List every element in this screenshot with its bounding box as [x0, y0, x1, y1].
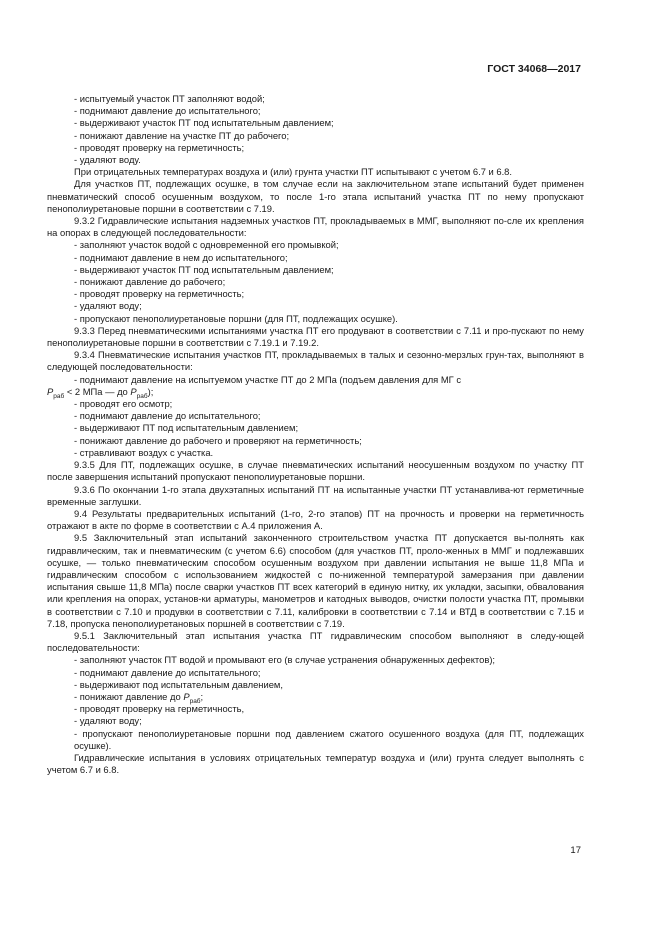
list-item: [47, 691, 584, 703]
list-item: - поднимают давление в нем до испытательного;: [74, 251, 288, 263]
list-item: - понижают давление до рабочего и проверяют на герметичность;: [74, 434, 362, 446]
clause-9-3-6: 9.3.6 По окончании 1-го этапа двухэтапных испытаний ПТ на испытанные участки ПТ устанавлива-ют герметичные временные заглушки.: [47, 483, 584, 507]
list-item: - проводят проверку на герметичность;: [74, 288, 245, 300]
list-item: - проводят его осмотр;: [74, 398, 173, 410]
p-subscript: раб: [136, 392, 148, 400]
document-body: [47, 93, 584, 776]
list-item: - поднимают давление до испытательного;: [74, 410, 261, 422]
p-symbol: P: [47, 385, 54, 397]
list-item: - выдерживают ПТ под испытательным давлением;: [74, 422, 299, 434]
p-subscript: раб: [53, 392, 65, 400]
clause-9-3-2: 9.3.2 Гидравлические испытания надземных участков ПТ, прокладываемых в ММГ, выполняют по-сле их крепления на опорах в следующей последовательности:: [47, 215, 584, 239]
p-symbol: P: [183, 690, 190, 702]
list-item: - выдерживают участок ПТ под испытательным давлением;: [74, 263, 334, 275]
list-item: - понижают давление до рабочего;: [74, 276, 226, 288]
p-subscript: раб: [189, 697, 201, 705]
clause-9-3-4: 9.3.4 Пневматические испытания участков ПТ, прокладываемых в талых и сезонно-мерзлых грун-тах, выполняют в следующей последовательности:: [47, 349, 584, 373]
clause-9-4: 9.4 Результаты предварительных испытаний (1-го, 2-го этапов) ПТ на прочность и проверки на герметичность отражают в акте по форме в соответствии с А.4 приложения А.: [47, 507, 584, 532]
list-item: - стравливают воздух с участка.: [74, 446, 214, 458]
list-item: - пропускают пенополиуретановые поршни (для ПТ, подлежащих осушке).: [74, 312, 398, 324]
list-item: - поднимают давление до испытательного;: [74, 666, 261, 678]
formula-text: < 2 МПа — до: [64, 385, 131, 397]
list-item: - удаляют воду.: [74, 154, 141, 166]
list-item: - поднимают давление на испытуемом участке ПТ до 2 МПа (подъем давления для МГ с: [74, 373, 462, 385]
clause-9-3-5: 9.3.5 Для ПТ, подлежащих осушке, в случае пневматических испытаний неосушенным воздухом по участку ПТ после завершения испытаний пропускают пенополиуретановые поршни.: [47, 459, 584, 483]
formula-text: );: [147, 385, 154, 397]
page-number: 17: [570, 845, 581, 856]
list-item: - поднимают давление до испытательного;: [74, 105, 261, 117]
paragraph: Для участков ПТ, подлежащих осушке, в том случае если на заключительном этапе испытаний будет применен пневматический способ осушенным воздухом, то после 1-го этапа испытаний участка ПТ по нему пропускают пенополиуретановые поршни в соответствии с 7.19.: [47, 178, 584, 214]
paragraph: При отрицательных температурах воздуха и (или) грунта участки ПТ испытывают с учетом 6.7 и 6.8.: [74, 166, 513, 178]
clause-9-3-3: 9.3.3 Перед пневматическими испытаниями участка ПТ его продувают в соответствии с 7.11 и про-пускают по нему пенополиуретановые поршни в соответствии с 7.19.1 и 7.19.2.: [47, 324, 584, 349]
list-item: - понижают давление на участке ПТ до рабочего;: [74, 129, 290, 141]
list-item: - пропускают пенополиуретановые поршни под давлением сжатого осушенного воздуха (для ПТ, подлежащих осушке).: [74, 727, 584, 751]
list-item: - удаляют воду;: [74, 715, 142, 727]
list-item: - испытуемый участок ПТ заполняют водой;: [74, 93, 265, 104]
clause-9-5-1: 9.5.1 Заключительный этап испытания участка ПТ гидравлическим способом выполняют в следу-ющей последовательности:: [47, 629, 584, 654]
list-item: - проводят проверку на герметичность,: [74, 703, 245, 715]
formula-line: [47, 386, 584, 398]
document-header: ГОСТ 34068—2017: [487, 63, 581, 75]
paragraph: Гидравлические испытания в условиях отрицательных температур воздуха и (или) грунта следует выполнять с учетом 6.7 и 6.8.: [47, 751, 584, 776]
p-symbol: P: [130, 385, 137, 397]
list-item: - удаляют воду;: [74, 300, 142, 312]
list-item: - проводят проверку на герметичность;: [74, 141, 245, 153]
list-item: - заполняют участок ПТ водой и промывают его (в случае устранения обнаруженных дефектов);: [74, 654, 496, 666]
formula-text: ;: [200, 690, 204, 702]
list-item: - выдерживают под испытательным давлением,: [74, 678, 283, 690]
list-item-text: - понижают давление до: [74, 690, 181, 702]
list-item: - заполняют участок водой с одновременной его промывкой;: [74, 239, 339, 251]
clause-9-5: 9.5 Заключительный этап испытаний законченного строительством участка ПТ допускается вы-полнять как гидравлическим, так и пневматическим (с учетом 6.6) способом (для участков ПТ, проло-женных в ММГ и подлежавших осушке, — только пневматическим способом осушенным воздухом при давлении испытания не выше 11,8 МПа и гидравлическим способом с использованием жидкостей с по-ниженной температурой замерзания при давлении испытания свыше 11,8 МПа) после сварки участков ПТ всех категорий в единую нитку, их укладки, засыпки, обвалования или крепления на опорах, установ-ки арматуры, манометров и катодных выводов, очистки полости участка ПТ, промывки в соответствии с 7.10 и продувки в соответствии с 7.11, калибровки в соответствии с 7.14 и ВТД в соответствии с 7.15 и 7.18, пропуска пенополиуретановых поршней в соответствии с 7.19.: [47, 532, 584, 629]
list-item: - выдерживают участок ПТ под испытательным давлением;: [74, 117, 334, 129]
